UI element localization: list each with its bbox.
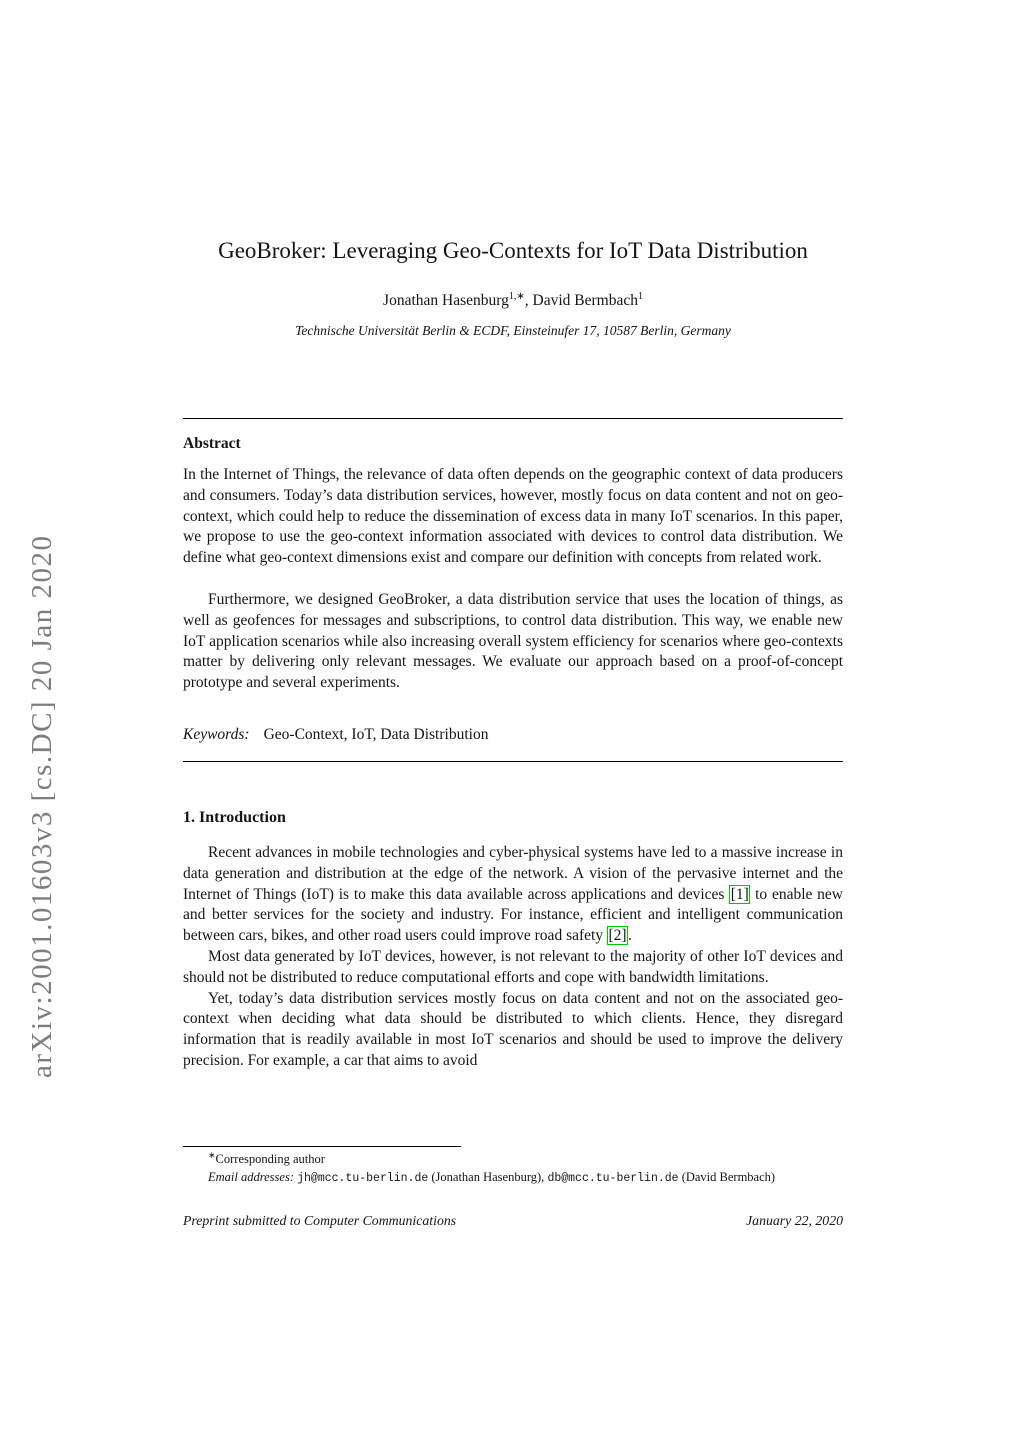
affiliation-line: Technische Universität Berlin & ECDF, Einsteinufer 17, 10587 Berlin, Germany	[295, 323, 731, 338]
corresponding-author-text: Corresponding author	[215, 1152, 325, 1166]
email-2-owner: (David Bermbach)	[678, 1169, 776, 1184]
email-address-2: db@mcc.tu-berlin.de	[547, 1171, 679, 1185]
intro-p1-text-a: Recent advances in mobile technologies and cyber-physical systems have led to a massive increase in data generation and distribution at the edge of the network. A vision of the pervasive internet and the Internet of Things (IoT) is to make this data available across applications and devices	[183, 844, 843, 903]
author-2-name: David Bermbach	[532, 292, 638, 309]
abstract-paragraph-1: In the Internet of Things, the relevance of data often depends on the geographic context of data producers and consumers. Today’s data distribution services, however, mostly focus on data content and not on geo-context, which could help to reduce the dissemination of excess data in many IoT scenarios. In this paper, we propose to use the geo-context information associated with devices to control data distribution. We define what geo-context dimensions exist and compare our definition with concepts from related work.	[183, 466, 843, 567]
email-addresses-line	[183, 1169, 843, 1188]
keywords-value: Geo-Context, IoT, Data Distribution	[263, 726, 489, 743]
author-line	[183, 292, 843, 310]
abstract-top-rule	[183, 418, 843, 419]
footer-journal-note: Preprint submitted to Computer Communications	[183, 1213, 457, 1228]
footnote-block	[183, 1151, 843, 1187]
author-1-name: Jonathan Hasenburg	[383, 292, 509, 309]
intro-paragraph-2: Most data generated by IoT devices, however, is not relevant to the majority of other IoT devices and should not be distributed to reduce computational efforts and cope with bandwidth limitations.	[183, 947, 843, 986]
corresponding-author-note	[183, 1151, 843, 1169]
abstract-bottom-rule	[183, 761, 843, 762]
author-2-affiliation-mark: 1	[637, 290, 643, 302]
footer-date: January 22, 2020	[746, 1213, 843, 1228]
abstract-heading: Abstract	[183, 435, 241, 452]
intro-paragraph-1	[183, 843, 843, 947]
citation-1-link[interactable]: [1]	[730, 885, 749, 903]
email-addresses-label: Email addresses:	[208, 1169, 298, 1184]
footnote-rule	[183, 1146, 461, 1147]
keywords-line	[183, 726, 843, 744]
citation-2-link[interactable]: [2]	[608, 927, 627, 945]
intro-p1-text-b: to enable new and better services for the society and industry. For instance, efficient and intelligent communication between cars, bikes, and other road users could improve road safety	[183, 885, 844, 945]
page-footer	[183, 1213, 843, 1229]
email-1-owner: (Jonathan Hasenburg),	[428, 1169, 548, 1184]
intro-p1-text-c: .	[628, 927, 632, 945]
abstract-paragraph-2: Furthermore, we designed GeoBroker, a data distribution service that uses the location of things, as well as geofences for messages and subscriptions, to control data distribution. This way, we enable new IoT application scenarios while also increasing overall system efficiency for scenarios where geo-contexts matter by delivering only relevant messages. We evaluate our approach based on a proof-of-concept prototype and several experiments.	[183, 591, 843, 692]
corresponding-author-star: ∗	[208, 1149, 216, 1160]
arxiv-watermark: arXiv:2001.01603v3 [cs.DC] 20 Jan 2020	[26, 534, 58, 1078]
intro-paragraph-3: Yet, today’s data distribution services mostly focus on data content and not on the associated geo-context when deciding what data should be distributed to which clients. Hence, they disregard information that is readily available in most IoT scenarios and should be used to improve the delivery precision. For example, a car that aims to avoid	[183, 989, 843, 1069]
email-address-1: jh@mcc.tu-berlin.de	[297, 1171, 429, 1185]
keywords-label: Keywords:	[183, 726, 250, 743]
paper-title: GeoBroker: Leveraging Geo-Contexts for IoT Data Distribution	[218, 238, 808, 263]
introduction-body	[183, 843, 843, 1072]
author-separator: ,	[524, 292, 533, 309]
section-heading-introduction: 1. Introduction	[183, 809, 286, 826]
author-1-affiliation-mark: 1,∗	[508, 290, 525, 302]
